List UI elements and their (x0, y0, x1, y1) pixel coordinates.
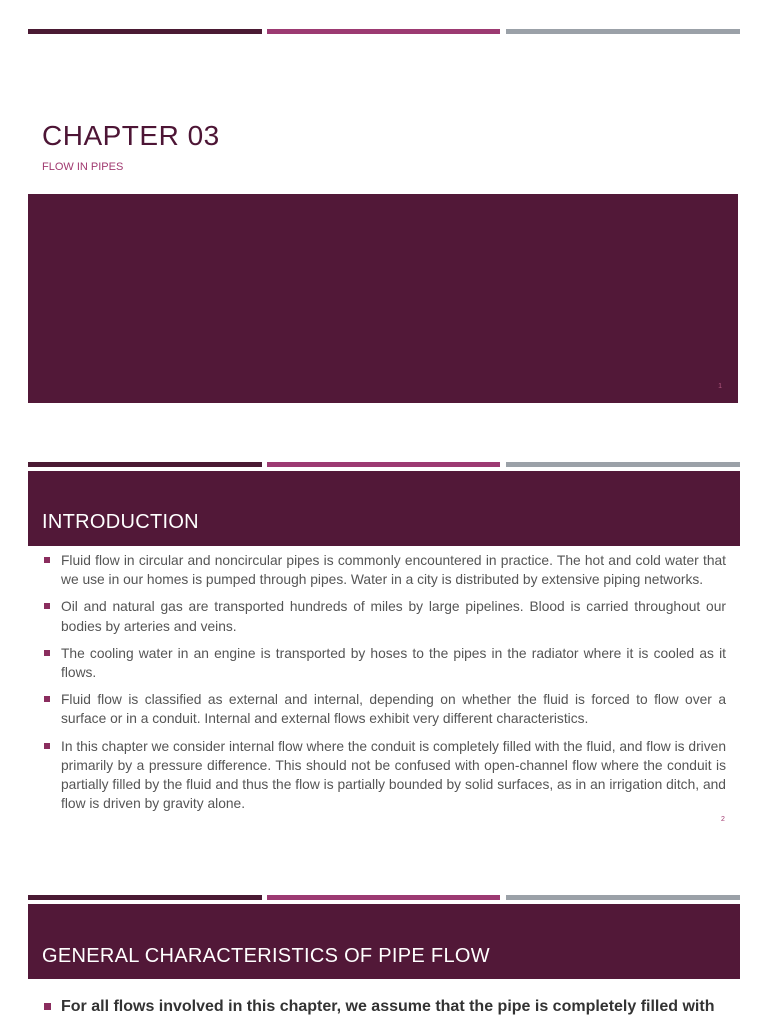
top-rule-gray (506, 895, 740, 900)
top-rule-gray (506, 29, 740, 34)
bullet-marker (44, 696, 50, 702)
title-color-block (28, 194, 738, 403)
top-rule-magenta (267, 895, 500, 900)
top-rule-magenta (267, 462, 500, 467)
bullet-marker (44, 743, 50, 749)
list-item: In this chapter we consider internal flow where the conduit is completely filled with the fluid, and flow is driven primarily by a pressure difference. This should not be confused with open-channel flow where the conduit is partially filled by the fluid and thus the flow is partially bounded by solid surfaces, as in an irrigation ditch, and flow is driven by gravity alone. (42, 737, 726, 814)
section-header (28, 471, 740, 546)
bullet-marker (44, 557, 50, 563)
top-rule-dark (28, 29, 262, 34)
page-number: 2 (721, 816, 725, 823)
chapter-title: CHAPTER 03 (42, 120, 220, 151)
list-item: The cooling water in an engine is transported by hoses to the pipes in the radiator where it is cooled as it flows. (42, 644, 726, 682)
list-item: Oil and natural gas are transported hundreds of miles by large pipelines. Blood is carried throughout our bodies by arteries and veins. (42, 597, 726, 635)
top-rule-gray (506, 462, 740, 467)
top-rule-dark (28, 462, 262, 467)
top-rule-magenta (267, 29, 500, 34)
chapter-subtitle: FLOW IN PIPES (42, 161, 124, 173)
bullet-marker (44, 1003, 51, 1010)
page-number: 1 (718, 383, 722, 390)
top-rule-dark (28, 895, 262, 900)
list-item: Fluid flow is classified as external and internal, depending on whether the fluid is forced to flow over a surface or in a conduit. Internal and external flows exhibit very different characteristics. (42, 690, 726, 728)
section-heading: GENERAL CHARACTERISTICS OF PIPE FLOW (42, 945, 490, 967)
list-item: Fluid flow in circular and noncircular pipes is commonly encountered in practice. The hot and cold water that we use in our homes is pumped through pipes. Water in a city is distributed by extensive piping networks. (42, 551, 726, 589)
section-header (28, 904, 740, 979)
bullet-marker (44, 650, 50, 656)
bullet-list (42, 996, 726, 1018)
bullet-list (42, 551, 726, 813)
list-item: For all flows involved in this chapter, we assume that the pipe is completely filled with (42, 996, 726, 1018)
bullet-marker (44, 603, 50, 609)
section-heading: INTRODUCTION (42, 511, 199, 533)
